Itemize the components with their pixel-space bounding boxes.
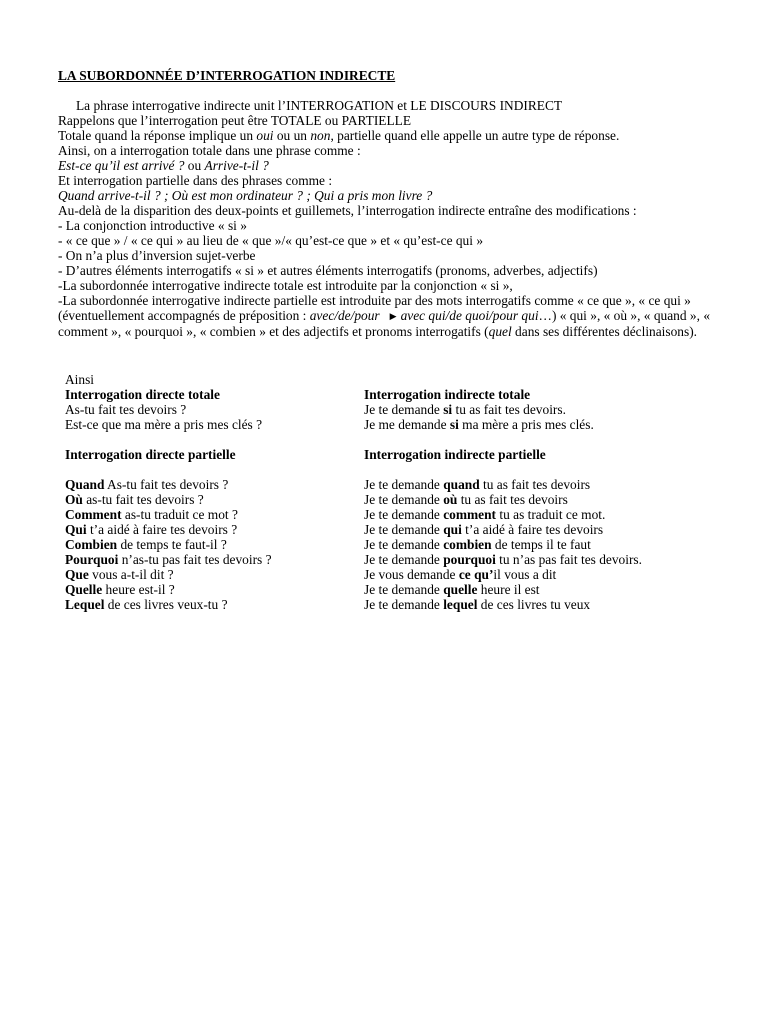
text-span: ou bbox=[184, 158, 205, 173]
example-b: Arrive-t-il ? bbox=[204, 158, 269, 173]
italic-quel: quel bbox=[488, 324, 512, 340]
example-partielle-text: Quand arrive-t-il ? ; Où est mon ordinateur ? ; Qui a pris mon livre ? bbox=[58, 188, 433, 203]
table-header-row bbox=[65, 447, 665, 462]
table-row bbox=[65, 582, 665, 597]
text-span: t’a aidé à faire tes devoirs bbox=[461, 522, 604, 537]
indirecte-cell bbox=[364, 567, 664, 582]
text-span: Je te demande bbox=[364, 507, 444, 522]
keyword: si bbox=[449, 417, 459, 432]
table-row bbox=[65, 597, 665, 612]
text-span: tu as fait tes devoirs bbox=[479, 477, 591, 492]
directe-cell bbox=[65, 492, 364, 507]
text-span: Je te demande bbox=[364, 477, 444, 492]
indirecte-cell bbox=[364, 417, 664, 432]
text-span: Totale quand la réponse implique un bbox=[58, 128, 257, 143]
bullet-line: - D’autres éléments interrogatifs « si » et autres éléments interrogatifs (pronoms, adverbes, adjectifs) bbox=[58, 263, 598, 278]
header-directe-totale: Interrogation directe totale bbox=[65, 387, 220, 402]
table-row bbox=[65, 417, 665, 432]
keyword: Pourquoi bbox=[65, 552, 119, 567]
example-totale bbox=[58, 158, 718, 173]
text-span: Je te demande bbox=[364, 582, 444, 597]
keyword: Qui bbox=[65, 522, 87, 537]
text-span: dans ses différentes déclinaisons). bbox=[511, 324, 698, 340]
italic-non: non bbox=[310, 128, 331, 143]
text-span: Je te demande bbox=[364, 402, 444, 417]
text-span: Je me demande bbox=[364, 417, 450, 432]
indirecte-cell bbox=[364, 402, 664, 417]
indirecte-cell bbox=[364, 597, 664, 612]
keyword: Combien bbox=[65, 537, 118, 552]
keyword: Quelle bbox=[65, 582, 103, 597]
directe-cell: As-tu fait tes devoirs ? bbox=[65, 402, 187, 417]
text-span: as-tu fait tes devoirs ? bbox=[82, 492, 204, 507]
text-span: heure est-il ? bbox=[102, 582, 175, 597]
directe-cell bbox=[65, 507, 364, 522]
text-span: vous a-t-il dit ? bbox=[88, 567, 174, 582]
text-span: -La subordonnée interrogative indirecte partielle est introduite par des mots interrogatifs comme « ce que », « ce qui » (éventuellement accompagnés de préposition : bbox=[58, 293, 691, 323]
text-span: …) « qui », « où », « quand », « comment », « pourquoi », « combien » et des adjectifs et pronoms interrogatifs ( bbox=[58, 308, 711, 340]
partielle-paragraph bbox=[58, 293, 718, 339]
indirecte-cell bbox=[364, 492, 664, 507]
text-span: Je te demande bbox=[364, 492, 444, 507]
header-indirecte-partielle: Interrogation indirecte partielle bbox=[364, 447, 546, 462]
spacer bbox=[65, 462, 665, 477]
text-span: Je te demande bbox=[364, 522, 444, 537]
text-span: n’as-tu pas fait tes devoirs ? bbox=[118, 552, 272, 567]
indirecte-cell bbox=[364, 537, 664, 552]
table-header-row bbox=[65, 387, 665, 402]
text-span: ma mère a pris mes clés. bbox=[458, 417, 594, 432]
ainsi-label: Ainsi bbox=[65, 372, 95, 387]
text-span: t’a aidé à faire tes devoirs ? bbox=[86, 522, 238, 537]
keyword: comment bbox=[443, 507, 497, 522]
directe-cell bbox=[65, 477, 364, 492]
spacer bbox=[65, 432, 665, 447]
text-span: tu as traduit ce mot. bbox=[496, 507, 606, 522]
document-title: LA SUBORDONNÉE D’INTERROGATION INDIRECTE bbox=[58, 68, 396, 83]
keyword: combien bbox=[443, 537, 492, 552]
table-row bbox=[65, 492, 665, 507]
text-span: Je te demande bbox=[364, 537, 444, 552]
directe-cell bbox=[65, 552, 364, 567]
keyword: où bbox=[443, 492, 458, 507]
header-directe-partielle: Interrogation directe partielle bbox=[65, 447, 236, 462]
indirecte-cell bbox=[364, 522, 664, 537]
table-row bbox=[65, 507, 665, 522]
text-span: de temps il te faut bbox=[491, 537, 591, 552]
text-span: heure il est bbox=[477, 582, 540, 597]
example-a: Est-ce qu’il est arrivé ? bbox=[58, 158, 185, 173]
keyword: Que bbox=[65, 567, 89, 582]
indirecte-cell bbox=[364, 582, 664, 597]
text-span: de ces livres veux-tu ? bbox=[104, 597, 228, 612]
intro-line-1: La phrase interrogative indirecte unit l’INTERROGATION et LE DISCOURS INDIRECT bbox=[76, 98, 563, 113]
table-row bbox=[65, 537, 665, 552]
indirecte-cell bbox=[364, 507, 664, 522]
directe-cell bbox=[65, 537, 364, 552]
indirecte-cell bbox=[364, 477, 664, 492]
table-row bbox=[65, 402, 665, 417]
keyword: qui bbox=[443, 522, 462, 537]
et-partielle-line: Et interrogation partielle dans des phrases comme : bbox=[58, 173, 333, 188]
text-span: , partielle quand elle appelle un autre type de réponse. bbox=[330, 128, 620, 143]
keyword: Comment bbox=[65, 507, 122, 522]
keyword: Quand bbox=[65, 477, 105, 492]
keyword: quand bbox=[443, 477, 480, 492]
table-row bbox=[65, 552, 665, 567]
bullet-line: -La subordonnée interrogative indirecte totale est introduite par la conjonction « si », bbox=[58, 278, 513, 293]
ainsi-totale-line: Ainsi, on a interrogation totale dans une phrase comme : bbox=[58, 143, 361, 158]
text-span: Je te demande bbox=[364, 597, 444, 612]
text-span: de ces livres tu veux bbox=[477, 597, 591, 612]
directe-cell bbox=[65, 597, 364, 612]
directe-cell bbox=[65, 522, 364, 537]
table-row bbox=[65, 522, 665, 537]
italic-prepositions: avec/de/pour bbox=[309, 308, 380, 323]
keyword: Où bbox=[65, 492, 83, 507]
arrow-right-icon: ▶ bbox=[389, 311, 397, 322]
comparison-table bbox=[65, 372, 665, 612]
text-span: Je te demande bbox=[364, 552, 444, 567]
text-span: de temps te faut-il ? bbox=[117, 537, 227, 552]
au-dela-line: Au-delà de la disparition des deux-points et guillemets, l’interrogation indirecte entraîne des modifications : bbox=[58, 203, 637, 218]
text-span: as-tu traduit ce mot ? bbox=[121, 507, 238, 522]
intro-line-2: Rappelons que l’interrogation peut être TOTALE ou PARTIELLE bbox=[58, 113, 412, 128]
example-partielle bbox=[58, 188, 718, 203]
empty-cell bbox=[364, 372, 664, 387]
table-row bbox=[65, 567, 665, 582]
directe-cell: Est-ce que ma mère a pris mes clés ? bbox=[65, 417, 263, 432]
keyword: quelle bbox=[443, 582, 478, 597]
text-span: ou un bbox=[273, 128, 311, 143]
directe-cell bbox=[65, 582, 364, 597]
text-span: tu n’as pas fait tes devoirs. bbox=[495, 552, 642, 567]
keyword: ce qu’ bbox=[458, 567, 494, 582]
italic-prep-examples: avec qui/de quoi/pour qui bbox=[400, 308, 539, 323]
text-span: il vous a dit bbox=[493, 567, 557, 582]
partielle-rows bbox=[65, 477, 665, 612]
document-body bbox=[58, 68, 718, 339]
table-row bbox=[65, 477, 665, 492]
bullet-line: - « ce que » / « ce qui » au lieu de « que »/« qu’est-ce que » et « qu’est-ce qui » bbox=[58, 233, 484, 248]
keyword: si bbox=[443, 402, 453, 417]
totale-definition bbox=[58, 128, 718, 143]
header-indirecte-totale: Interrogation indirecte totale bbox=[364, 387, 531, 402]
bullet-line: - La conjonction introductive « si » bbox=[58, 218, 247, 233]
italic-oui: oui bbox=[256, 128, 274, 143]
bullet-line: - On n’a plus d’inversion sujet-verbe bbox=[58, 248, 256, 263]
text-span: tu as fait tes devoirs. bbox=[452, 402, 566, 417]
indirecte-cell bbox=[364, 552, 664, 567]
text-span: tu as fait tes devoirs bbox=[457, 492, 568, 507]
keyword: Lequel bbox=[65, 597, 105, 612]
text-span: As-tu fait tes devoirs ? bbox=[104, 477, 229, 492]
keyword: lequel bbox=[443, 597, 478, 612]
keyword: pourquoi bbox=[443, 552, 496, 567]
directe-cell bbox=[65, 567, 364, 582]
table-row bbox=[65, 372, 665, 387]
text-span: Je vous demande bbox=[364, 567, 459, 582]
